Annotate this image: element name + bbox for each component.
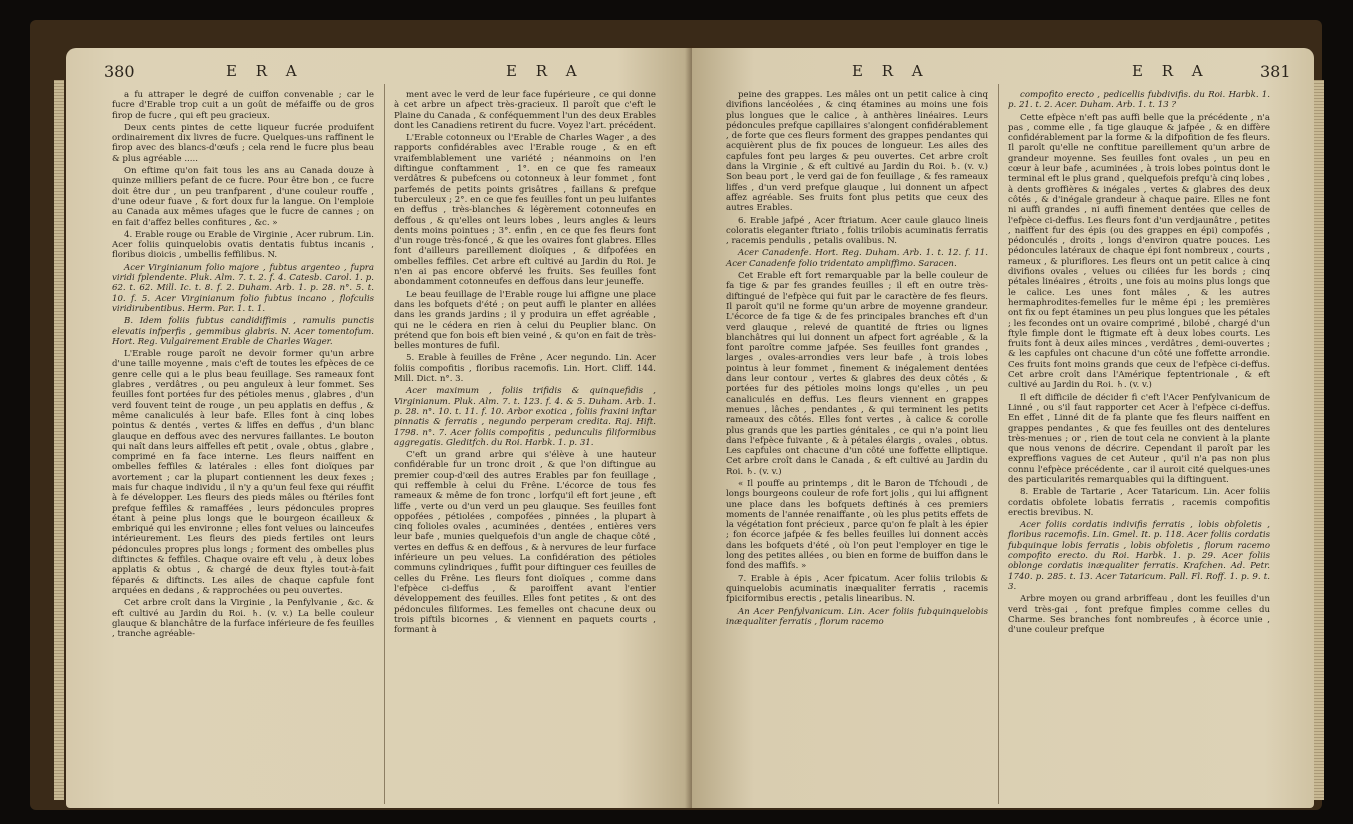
- running-head-right-1: E R A: [852, 62, 930, 80]
- left-page: [66, 48, 692, 808]
- entry-heading: 5. Erable à feuilles de Frêne , Acer negundo. Lin. Acer foliis compofitis , floribus racemofis. Lin. Hort. Cliff. 144. Mill. Dict. n°. 3.: [394, 353, 656, 385]
- paragraph: a fu attraper le degré de cuiffon convenable ; car le fucre d'Erable trop cuit a un goût de méfaiffe ou de gros firop de fucre , qui eft peu gracieux.: [112, 90, 374, 121]
- synonymy: Acer foliis cordatis indivifis ferratis , lobis obfoletis , floribus racemofis. Lin. Gmel. It. p. 118. Acer foliis cordatis fubquinque lobis ferratis , lobis obfoletis , florum racemo compofito erecto. du Roi. Harbk. 1. p. 29. Acer foliis oblonge cordatis inæqualiter ferratis. Krafchen. Ad. Petr. 1740. p. 285. t. 13. Acer Tataricum. Pall. Fl. Roff. 1. p. 9. t. 3.: [1008, 520, 1270, 592]
- paragraph: On eftime qu'on fait tous les ans au Canada douze à quinze milliers pefant de ce fucre. Pour être bon , ce fucre doit être dur , un peu tranfparent , d'une couleur rouffe , d'une odeur fuave , & fort doux fur la langue. On l'emploie au Canada aux mêmes ufages que le fucre de cannes ; on en fait d'affez belles confitures , &c. »: [112, 166, 374, 228]
- left-page-column-2: [394, 90, 656, 637]
- paragraph: Deux cents pintes de cette liqueur fucrée produifent ordinairement dix livres de fucre. Quelques-uns raffinent le firop avec des blancs-d'œufs ; cela rend le fucre plus beau & plus agréable .....: [112, 122, 374, 164]
- right-page-column-2: [1008, 90, 1270, 637]
- variety: B. Idem foliis fubtus candidiffimis , ramulis punctis elevatis infperfis , gemmibus glabris. N. Acer tomentofum. Hort. Reg. Vulgairement Erable de Charles Wager.: [112, 316, 374, 347]
- synonymy: Acer maximum , foliis trifidis & quinquefidis , Virginianum. Pluk. Alm. 7. t. 123. f. 4. & 5. Duham. Arb. 1. p. 28. n°. 10. t. 11. f. 10. Arbor exotica , foliis fraxini inftar pinnatis & ferratis , negundo perperam credita. Raj. Hift. 1798. n°. 7. Acer foliis compofitis , pedunculis filiformibus aggregatis. Gleditfch. du Roi. Harbk. 1. p. 31.: [394, 386, 656, 448]
- right-page: [692, 48, 1314, 808]
- book: [30, 20, 1322, 810]
- paragraph: L'Erable cotonneux ou l'Erable de Charles Wager , a des rapports confidérables avec l'Erable rouge , & en eft vraifemblablement une variété ; néanmoins on l'en diftingue conftamment , 1°. en ce que fes rameaux verdâtres & pubefcens ou cotonneux à leur fommet , font parfemés de petits points grisâtres , faillans & prefque tuberculeux ; 2°. en ce que fes feuilles font un peu luifantes en deffus , très-blanches & légèrement cotonneufes en deffous , & qu'elles ont leurs lobes , leurs angles & leurs dents moins pointues ; 3°. enfin , en ce que fes fleurs font d'un rouge très-foncé , & que les ovaires font glabres. Elles font d'ailleurs pareillement dioïques , & difpofées en ombelles feffiles. Cet arbre eft cultivé au Jardin du Roi. Je n'en ai pas encore obfervé les fruits. Ses feuilles font abondamment cotonneufes en deffous dans leur jeuneffe.: [394, 133, 656, 288]
- column-rule-right: [998, 84, 999, 804]
- synonymy: Acer Virginianum folio majore , fubtus argenteo , fupra viridi fplendente. Pluk. Alm. 7. t. 2. f. 4. Catesb. Carol. 1. p. 62. t. 62. Mill. Ic. t. 8. f. 2. Duham. Arb. 1. p. 28. n°. 5. t. 10. f. 5. Acer Virginianum folio fubtus incano , flofculis viridirubentibus. Herm. Par. 1. t. 1.: [112, 262, 374, 314]
- right-page-column-1: [726, 90, 988, 629]
- entry-heading: 8. Erable de Tartarie , Acer Tataricum. Lin. Acer foliis cordatis obfolete lobatis ferratis , racemis compofitis erectis brevibus. N.: [1008, 487, 1270, 518]
- page-number-left: 380: [104, 62, 135, 81]
- paragraph: Cet Erable eft fort remarquable par la belle couleur de fa tige & par fes grandes feuilles ; il eft en outre très-diftingué de l'efpèce qui fuit par le caractère de fes fleurs. Il paroît qu'il ne forme qu'un arbre de moyenne grandeur. L'écorce de fa tige & de fes principales branches eft d'un verd glauque , relevé de quantité de ftries ou lignes blanchâtres qui lui donnent un afpect fort agréable , & la font paroître comme jafpée. Ses feuilles font grandes , larges , ovales-arrondies vers leur bafe , à trois lobes pointus à leur fommet , finement & inégalement dentées dans leur contour , vertes & glabres des deux côtés , & portées fur des pétioles moins longs qu'elles , un peu canaliculés en deffus. Les fleurs viennent en grappes menues , lâches , pendantes , & qui terminent les petits rameaux des côtés. Elles font vertes , à calice & corolle plus grands que les parties génitales , ce qui n'a point lieu dans l'efpèce fuivante , & à pétales élargis , ovales , obtus. Les capfules ont chacune d'un côté une foffette elliptique. Cet arbre croît dans le Canada , & eft cultivé au Jardin du Roi. ♄. (v. v.): [726, 271, 988, 477]
- right-page-edges: [1314, 80, 1324, 800]
- synonymy: compofito erecto , pedicellis fubdivifis. du Roi. Harbk. 1. p. 21. t. 2. Acer. Duham. Arb. 1. t. 13 ?: [1008, 90, 1270, 111]
- paragraph: Le beau feuillage de l'Erable rouge lui affigne une place dans les bofquets d'été ; on peut auffi le planter en allées dans les grands jardins ; il y produira un effet agréable , qui ne le cédera en rien à celui du Peuplier blanc. On prétend que fon bois eft bien veiné , & qu'on en fait de très-belles montures de fufil.: [394, 289, 656, 352]
- running-head-right-2: E R A: [1132, 62, 1210, 80]
- entry-heading: 6. Erable jafpé , Acer ftriatum. Acer caule glauco lineis coloratis eleganter ftriato , foliis trilobis acuminatis ferratis , racemis pendulis , petalis ovalibus. N.: [726, 215, 988, 247]
- entry-heading: 4. Erable rouge ou Erable de Virginie , Acer rubrum. Lin. Acer foliis quinquelobis ovatis dentatis fubtus incanis , floribus dioicis , umbellis feffilibus. N.: [112, 229, 374, 261]
- paragraph: Cette efpèce n'eft pas auffi belle que la précédente , n'a pas , comme elle , fa tige glauque & jafpée , & en diffère confidérablement par la forme & la difpofition de fes fleurs. Il paroît qu'elle ne conftitue pareillement qu'un arbre de grandeur moyenne. Ses feuilles font ovales , un peu en cœur à leur bafe , acuminées , à trois lobes pointus dont le terminal eft le plus grand , quelquefois prefqu'à cinq lobes , à dents groffières & inégales , vertes & glabres des deux côtés , & d'inégale grandeur à chaque paire. Elles ne font ni auffi grandes , ni auffi finement dentées que celles de l'efpèce ci-deffus. Les fleurs font d'un verdjaunâtre , petites , naiffent fur des épis (ou des grappes en épi) compofés , pédonculés , droits , longs d'environ quatre pouces. Les pédoncules latéraux de chaque épi font nombreux , courts , rameux , & pluriflores. Les fleurs ont un petit calice à cinq divifions ovales , velues ou ciliées fur les bords ; cinq pétales linéaires , étroits , une fois au moins plus longs que le calice. Les unes font mâles , & les autres hermaphrodites-femelles fur le même épi ; les premières ont fix ou fept étamines un peu plus longues que les pétales ; les fecondes ont un ovaire comprimé , bilobé , chargé d'un ftyle fimple dont le ftigmate eft à deux lobes courts. Les fruits font à deux ailes minces , verdâtres , demi-ouvertes ; & les capfules ont chacune d'un côté une foffette arrondie. Ces fruits font moins grands que ceux de l'efpèce ci-deffus. Cet arbre croît dans l'Amérique feptentrionale , & eft cultivé au Jardin du Roi. ♄. (v. v.): [1008, 112, 1270, 391]
- running-head-left-2: E R A: [506, 62, 584, 80]
- left-page-edges: [54, 80, 64, 800]
- entry-heading: 7. Erable à épis , Acer fpicatum. Acer foliis trilobis & quinquelobis acuminatis inæqualiter ferratis , racemis fpiciformibus erectis , petalis linearibus. N.: [726, 573, 988, 605]
- left-page-column-1: [112, 90, 374, 641]
- page-number-right: 381: [1260, 62, 1291, 81]
- paragraph: Arbre moyen ou grand arbriffeau , dont les feuilles d'un verd très-gai , font prefque fimples comme celles du Charme. Ses branches font nombreufes , à écorce unie , d'une couleur prefque: [1008, 594, 1270, 636]
- synonymy: An Acer Penfylvanicum. Lin. Acer foliis fubquinquelobis inæqualiter ferratis , florum racemo: [726, 606, 988, 627]
- left-page-header: [66, 62, 692, 88]
- paragraph: ment avec le verd de leur face fupérieure , ce qui donne à cet arbre un afpect très-gracieux. Il paroît que c'eft le Plaine du Canada , & conféquemment l'un des deux Erables dont les Canadiens retirent du fucre. Voyez l'art. précédent.: [394, 90, 656, 131]
- paragraph: Cet arbre croît dans la Virginie , la Penfylvanie , &c. & eft cultivé au Jardin du Roi. ♄. (v. v.) La belle couleur glauque & blanchâtre de la furface inférieure de fes feuilles , tranche agréable-: [112, 598, 374, 640]
- paragraph: L'Erable rouge paroît ne devoir former qu'un arbre d'une taille moyenne , mais c'eft de toutes les efpèces de ce genre celle qui a le plus beau feuillage. Ses rameaux font glabres , verdâtres , ou peu anguleux à leur fommet. Ses feuilles font portées fur des pétioles menus , glabres , d'un verd fouvent teint de rouge , un peu applatis en deffus , & même canaliculés à leur bafe. Elles font à cinq lobes pointus & dentés , vertes & liffes en deffus , d'un blanc glauque en deffous avec des nervures faillantes. Le bouton qui naît dans leurs aiffelles eft petit , ovale , obtus , glabre , comprimé en fa face interne. Les fleurs naiffent en ombelles feffiles & latérales : elles font dioïques par avortement ; car la plupart contiennent les deux fexes ; mais fur chaque individu , il n'y a qu'un feul fexe qui réuffit à fe développer. Les fleurs des pieds mâles ou ftériles font prefque feffiles & ramaffées , leurs pédoncules propres étant à peine plus longs que le bourgeon écailleux & embriqué qui les environne ; elles font velues ou lainceufes intérieurement. Les fleurs des pieds fertiles ont leurs pédoncules propres plus longs ; forment des ombelles plus diftinctes & feffiles. Chaque ovaire eft velu , à deux lobes applatis & obtus , & chargé de deux ftyles tout-à-fait féparés & diftincts. Les ailes de chaque capfule font arquées en dedans , & rapprochées ou peu ouvertes.: [112, 349, 374, 596]
- right-page-header: [692, 62, 1314, 88]
- column-rule-left: [384, 84, 385, 804]
- synonymy: Acer Canadenfe. Hort. Reg. Duham. Arb. 1. t. 12. f. 11. Acer Canadenfe folio tridentato ampliffimo. Saracen.: [726, 248, 988, 269]
- paragraph: peine des grappes. Les mâles ont un petit calice à cinq divifions lancéolées , & cinq étamines au moins une fois plus longues que le calice , à anthères linéaires. Leurs pédoncules prefque capillaires s'alongent confidérablement , de forte que ces fleurs forment des grappes pendantes qui acquièrent plus de fix pouces de longueur. Les ailes des capfules font peu larges & peu ouvertes. Cet arbre croît dans la Virginie , & eft cultivé au Jardin du Roi. ♄. (v. v.) Son beau port , le verd gai de fon feuillage , & fes rameaux liffes , d'un verd prefque glauque , lui donnent un afpect affez agréable. Ses fruits font plus petits que ceux des autres Erables.: [726, 90, 988, 214]
- running-head-left-1: E R A: [226, 62, 304, 80]
- paragraph: Il eft difficile de décider fi c'eft l'Acer Penfylvanicum de Linné , ou s'il faut rapporter cet Acer à l'efpèce ci-deffus. En effet , Linné dit de fa plante que fes fleurs naiffent en grappes pendantes , & que fes feuilles ont des dentelures très-menues ; or , rien de tout cela ne convient à la plante que nous venons de décrire. Cependant il paroît par les expreffions vagues de cet Auteur , qu'il n'a pas non plus connu l'efpèce précédente , car il auroit cité quelques-unes des particularités remarquables qui la diftinguent.: [1008, 392, 1270, 485]
- quotation: « Il pouffe au printemps , dit le Baron de Tfchoudi , de longs bourgeons couleur de rofe fort jolis , qui lui affignent une place dans les bofquets deftinés à ces premiers moments de l'année renaiffante , où les plus petits effets de la végétation font précieux , parce qu'on fe plaît à les épier ; fon écorce jafpée & fes belles feuilles lui donnent accès dans les bofquets d'été , où l'on peut l'employer en tige le long des petites allées , ou bien en forme de buiffon dans le fond des maffifs. »: [726, 478, 988, 572]
- paragraph: C'eft un grand arbre qui s'élève à une hauteur confidérable fur un tronc droit , & que l'on diftingue au premier coup-d'œil des autres Erables par fon feuillage , qui reffemble à celui du Frêne. L'écorce de tous fes rameaux & même de fon tronc , lorfqu'il eft fort jeune , eft liffe , verte ou d'un verd un peu glauque. Ses feuilles font oppofées , pétiolées , compofées , pinnées , la plupart à cinq folioles ovales , acuminées , dentées , entières vers leur bafe , munies quelquefois d'un angle de chaque côté , vertes en deffus & en deffous , & à nervures de leur furface inférieure un peu velues. La confidération des pétioles communs cylindriques , fuffit pour diftinguer ces feuilles de celles du Frêne. Les fleurs font dioïques , comme dans l'efpèce ci-deffus , & paroiffent avant l'entier développement des feuilles. Elles font petites , & ont des pédoncules filiformes. Les femelles ont chacune deux ou trois piftils bicornes , & viennent en paquets courts , formant à: [394, 450, 656, 636]
